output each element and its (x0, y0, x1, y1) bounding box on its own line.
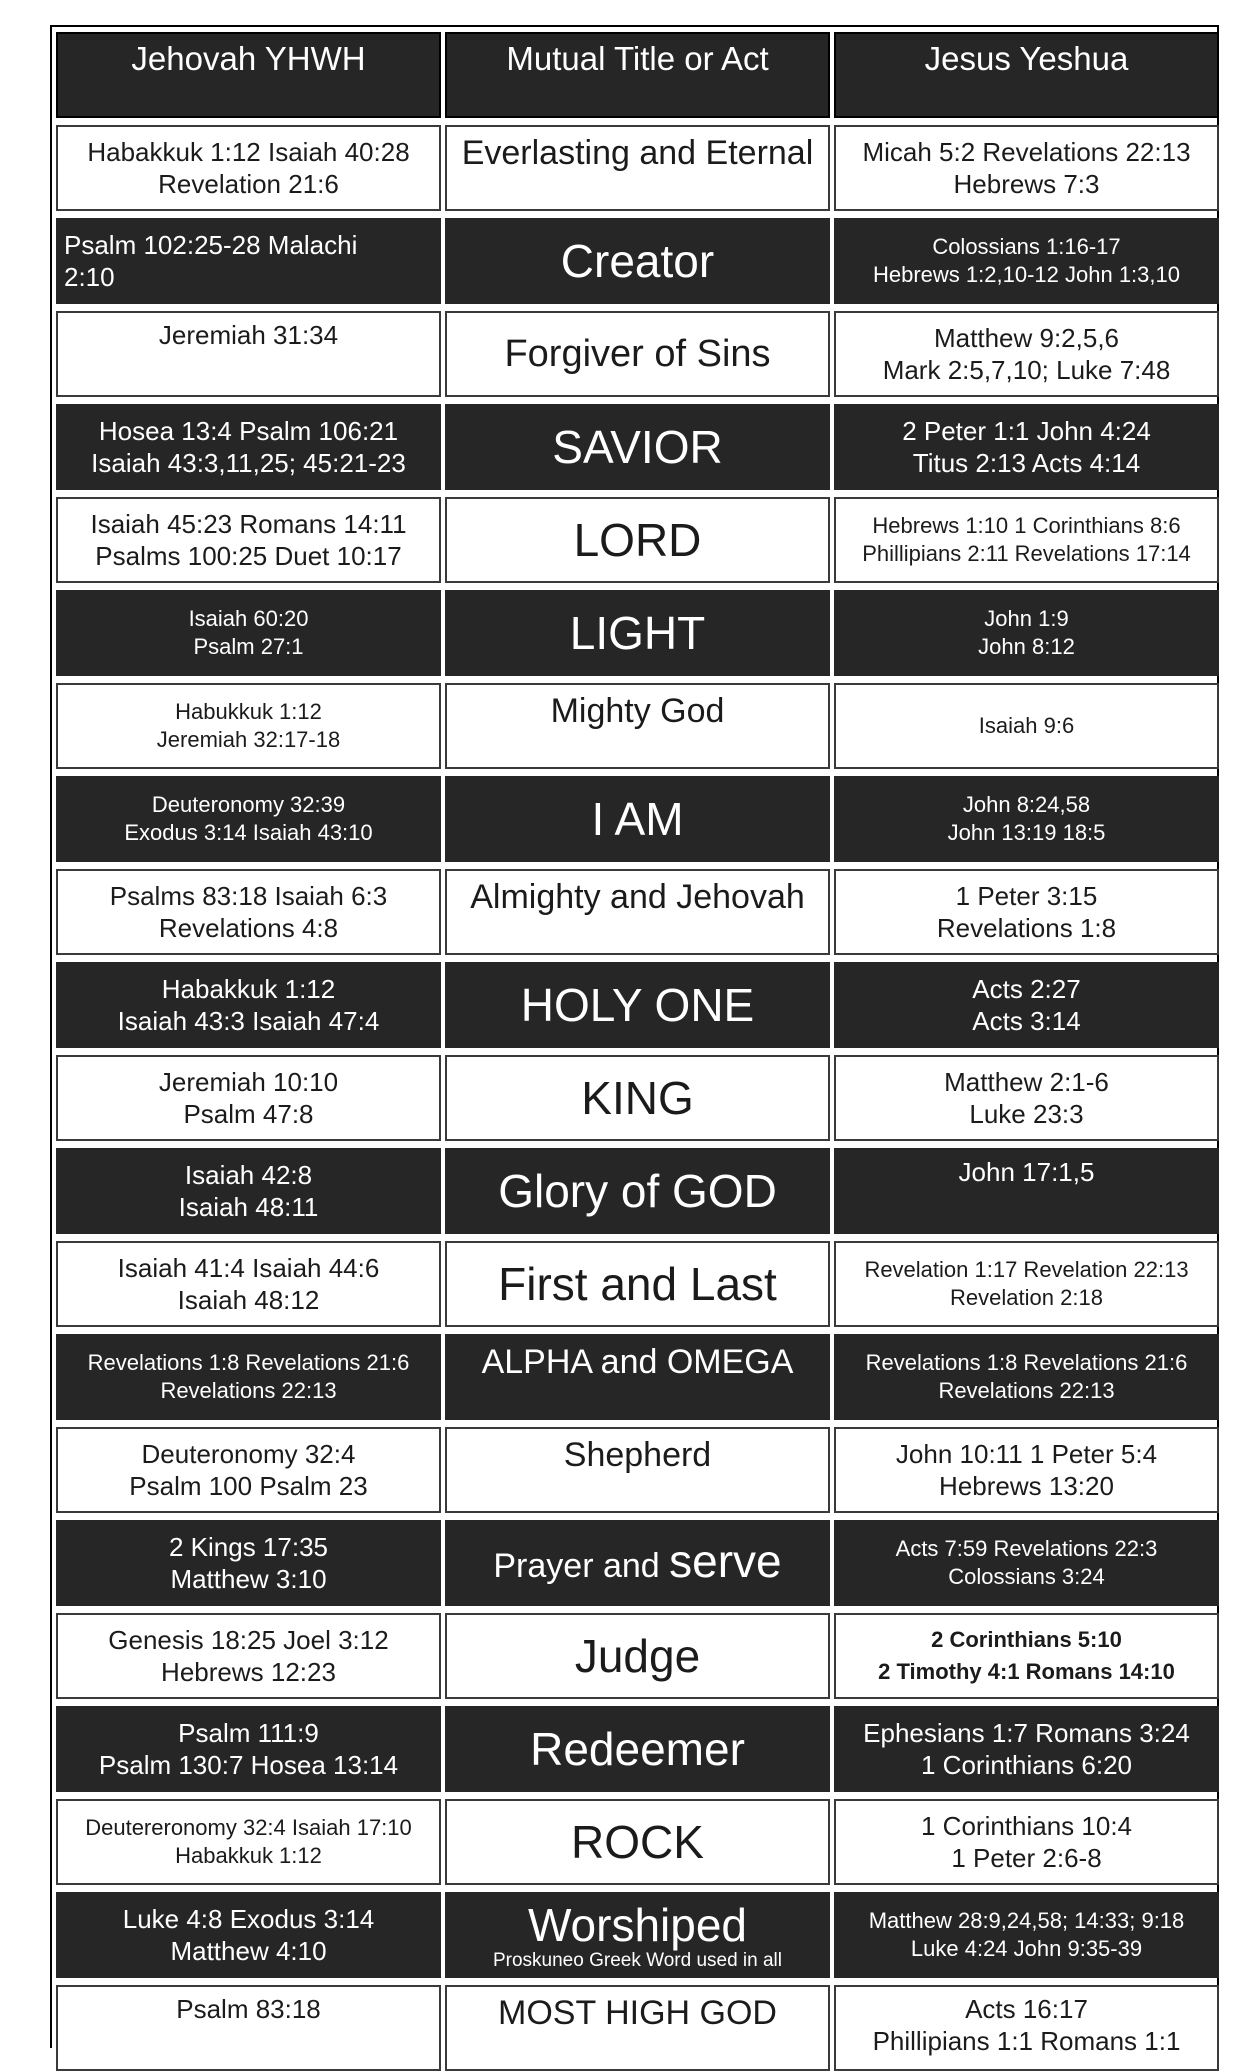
mutual-title (445, 1148, 830, 1234)
title-text: HOLY ONE (520, 979, 755, 1031)
jehovah-refs: Psalm 111:9 Psalm 130:7 Hosea 13:14 (56, 1706, 441, 1792)
mutual-title (445, 404, 830, 490)
jesus-refs: John 10:11 1 Peter 5:4 Hebrews 13:20 (834, 1427, 1219, 1513)
jesus-refs: Ephesians 1:7 Romans 3:24 1 Corinthians 6:20 (834, 1706, 1219, 1792)
title-part-prayer: Prayer and (493, 1546, 670, 1585)
header-jehovah: Jehovah YHWH (56, 32, 441, 118)
title-text: First and Last (498, 1258, 777, 1310)
mutual-title (445, 962, 830, 1048)
title-text: SAVIOR (552, 421, 723, 473)
title-text: Almighty and Jehovah (470, 878, 805, 916)
jesus-refs: Micah 5:2 Revelations 22:13 Hebrews 7:3 (834, 125, 1219, 211)
jesus-refs: Matthew 28:9,24,58; 14:33; 9:18 Luke 4:24 John 9:35-39 (834, 1892, 1219, 1978)
jesus-refs: 2 Corinthians 5:10 2 Timothy 4:1 Romans 14:10 (834, 1613, 1219, 1699)
mutual-title (445, 1241, 830, 1327)
header-mutual-title: Mutual Title or Act (445, 32, 830, 118)
jehovah-refs: 2 Kings 17:35 Matthew 3:10 (56, 1520, 441, 1606)
mutual-title (445, 1427, 830, 1513)
mutual-title (445, 1055, 830, 1141)
jesus-refs: John 8:24,58 John 13:19 18:5 (834, 776, 1219, 862)
mutual-title (445, 497, 830, 583)
jehovah-refs: Hosea 13:4 Psalm 106:21 Isaiah 43:3,11,25; 45:21-23 (56, 404, 441, 490)
jesus-refs: Matthew 9:2,5,6 Mark 2:5,7,10; Luke 7:48 (834, 311, 1219, 397)
jesus-refs: Acts 2:27 Acts 3:14 (834, 962, 1219, 1048)
jesus-refs: 1 Corinthians 10:4 1 Peter 2:6-8 (834, 1799, 1219, 1885)
jesus-refs: Acts 16:17 Phillipians 1:1 Romans 1:1 (834, 1985, 1219, 2071)
title-text: ROCK (571, 1816, 704, 1868)
title-subtext: Proskuneo Greek Word used in all (492, 1950, 783, 1971)
jesus-refs: Revelation 1:17 Revelation 22:13 Revelation 2:18 (834, 1241, 1219, 1327)
jesus-refs: Colossians 1:16-17 Hebrews 1:2,10-12 John 1:3,10 (834, 218, 1219, 304)
mutual-title (445, 590, 830, 676)
jesus-refs: 2 Peter 1:1 John 4:24 Titus 2:13 Acts 4:14 (834, 404, 1219, 490)
mutual-title (445, 1985, 830, 2071)
jehovah-refs: Psalms 83:18 Isaiah 6:3 Revelations 4:8 (56, 869, 441, 955)
title-text: Forgiver of Sins (504, 333, 771, 375)
mutual-title (445, 776, 830, 862)
comparison-table (50, 25, 1219, 2056)
jehovah-refs: Jeremiah 31:34 (56, 311, 441, 397)
jehovah-refs: Deuteronomy 32:39 Exodus 3:14 Isaiah 43:10 (56, 776, 441, 862)
jehovah-refs: Isaiah 41:4 Isaiah 44:6 Isaiah 48:12 (56, 1241, 441, 1327)
jehovah-refs: Habakkuk 1:12 Isaiah 43:3 Isaiah 47:4 (56, 962, 441, 1048)
title-text (493, 1535, 781, 1592)
title-text: Judge (574, 1630, 701, 1682)
jehovah-refs: Deuteronomy 32:4 Psalm 100 Psalm 23 (56, 1427, 441, 1513)
mutual-title (445, 1892, 830, 1978)
jehovah-refs: Habukkuk 1:12 Jeremiah 32:17-18 (56, 683, 441, 769)
title-text: Mighty God (550, 692, 725, 730)
title-text: ALPHA and OMEGA (481, 1343, 794, 1381)
mutual-title (445, 1706, 830, 1792)
jehovah-refs: Isaiah 45:23 Romans 14:11 Psalms 100:25 Duet 10:17 (56, 497, 441, 583)
title-text: KING (581, 1072, 694, 1124)
jehovah-refs: Psalm 83:18 (56, 1985, 441, 2071)
mutual-title (445, 683, 830, 769)
table-grid (56, 32, 1213, 2071)
title-text: Worshiped (527, 1899, 748, 1951)
jesus-refs: Revelations 1:8 Revelations 21:6 Revelations 22:13 (834, 1334, 1219, 1420)
mutual-title (445, 125, 830, 211)
title-text: Glory of GOD (498, 1165, 777, 1217)
jehovah-refs: Revelations 1:8 Revelations 21:6 Revelations 22:13 (56, 1334, 441, 1420)
jehovah-refs: Luke 4:8 Exodus 3:14 Matthew 4:10 (56, 1892, 441, 1978)
mutual-title (445, 1520, 830, 1606)
jesus-refs: John 1:9 John 8:12 (834, 590, 1219, 676)
jehovah-refs: Genesis 18:25 Joel 3:12 Hebrews 12:23 (56, 1613, 441, 1699)
mutual-title (445, 311, 830, 397)
jesus-refs: Hebrews 1:10 1 Corinthians 8:6 Phillipians 2:11 Revelations 17:14 (834, 497, 1219, 583)
jehovah-refs: Jeremiah 10:10 Psalm 47:8 (56, 1055, 441, 1141)
title-text: Creator (560, 235, 715, 287)
mutual-title (445, 869, 830, 955)
title-text: MOST HIGH GOD (498, 1994, 777, 2032)
jesus-refs: Acts 7:59 Revelations 22:3 Colossians 3:24 (834, 1520, 1219, 1606)
jehovah-refs: Habakkuk 1:12 Isaiah 40:28 Revelation 21:6 (56, 125, 441, 211)
mutual-title (445, 1334, 830, 1420)
title-text: I AM (591, 793, 684, 845)
jesus-refs: Matthew 2:1-6 Luke 23:3 (834, 1055, 1219, 1141)
mutual-title (445, 218, 830, 304)
mutual-title (445, 1799, 830, 1885)
title-part-serve: serve (669, 1534, 782, 1587)
jesus-refs: 1 Peter 3:15 Revelations 1:8 (834, 869, 1219, 955)
header-jesus: Jesus Yeshua (834, 32, 1219, 118)
title-text: Redeemer (530, 1723, 745, 1775)
title-text: LORD (573, 514, 702, 566)
title-text: LIGHT (569, 607, 706, 659)
jehovah-refs: Deutereronomy 32:4 Isaiah 17:10 Habakkuk 1:12 (56, 1799, 441, 1885)
jesus-refs: John 17:1,5 (834, 1148, 1219, 1234)
title-text: Shepherd (563, 1436, 712, 1474)
title-text: Everlasting and Eternal (461, 134, 814, 172)
jesus-refs: Isaiah 9:6 (834, 683, 1219, 769)
jehovah-refs: Psalm 102:25-28 Malachi 2:10 (56, 218, 441, 304)
jehovah-refs: Isaiah 60:20 Psalm 27:1 (56, 590, 441, 676)
mutual-title (445, 1613, 830, 1699)
jehovah-refs: Isaiah 42:8 Isaiah 48:11 (56, 1148, 441, 1234)
